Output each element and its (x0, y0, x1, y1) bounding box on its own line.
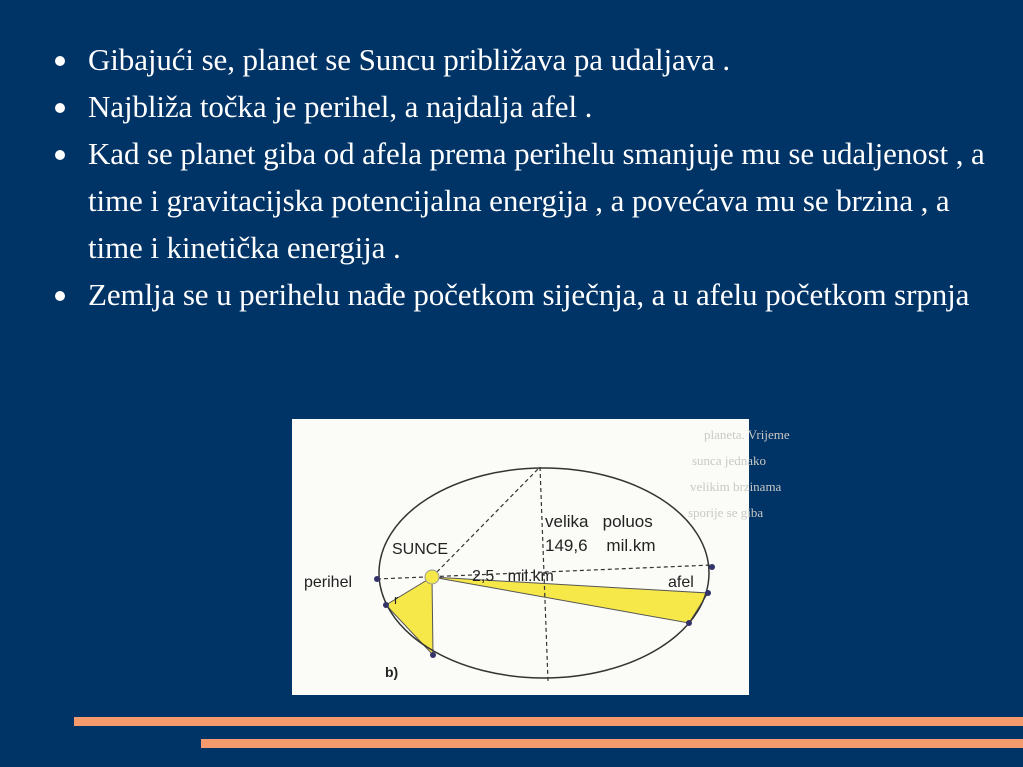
bullet-item (52, 271, 1002, 318)
bullet-item (52, 36, 1002, 83)
planet-dot (383, 602, 389, 608)
planet-dot (430, 652, 436, 658)
bullet-dot-icon (55, 56, 65, 66)
planet-dot-perihel (374, 576, 380, 582)
decorative-stripe (74, 717, 1023, 726)
sun-icon (425, 570, 439, 584)
axis-value-label: 149,6 mil.km (545, 536, 656, 555)
background-text (688, 427, 790, 520)
axis-label: velika poluos (545, 512, 653, 531)
orbit-svg (292, 419, 790, 695)
planet-dot-afel (709, 564, 715, 570)
bg-text-line: velikim brzinama (690, 479, 782, 494)
bg-text-line: sporije se giba (688, 505, 764, 520)
decorative-stripe (201, 739, 1023, 748)
r-label: r (394, 592, 399, 607)
sun-label: SUNCE (392, 541, 449, 558)
bg-text-line: sunca jednako (692, 453, 767, 468)
focal-line (432, 467, 540, 577)
bullet-text: Kad se planet giba od afela prema perihelu smanjuje mu se udaljenost , a time i gravitacijska potencijalna energija , a povećava mu se brzina , a time i kinetička energija . (88, 136, 985, 265)
planet-dot (705, 590, 711, 596)
planet-dot (686, 620, 692, 626)
perihel-label: perihel (304, 574, 353, 591)
bullet-item (52, 83, 1002, 130)
bullet-list (52, 36, 1002, 318)
orbit-diagram (292, 419, 790, 695)
distance-label: 2,5 mil.km (472, 568, 554, 585)
bg-text-line: planeta. Vrijeme (704, 427, 790, 442)
bullet-text: Zemlja se u perihelu nađe početkom siječnja, a u afelu početkom srpnja (88, 277, 970, 312)
figure-label: b) (385, 664, 399, 680)
afel-label: afel (668, 574, 694, 591)
bullet-text: Najbliža točka je perihel, a najdalja afel . (88, 89, 593, 124)
bullet-dot-icon (55, 103, 65, 113)
bullet-dot-icon (55, 291, 65, 301)
bullet-text: Gibajući se, planet se Suncu približava pa udaljava . (88, 42, 731, 77)
bullet-item (52, 130, 1002, 271)
bullet-dot-icon (55, 150, 65, 160)
